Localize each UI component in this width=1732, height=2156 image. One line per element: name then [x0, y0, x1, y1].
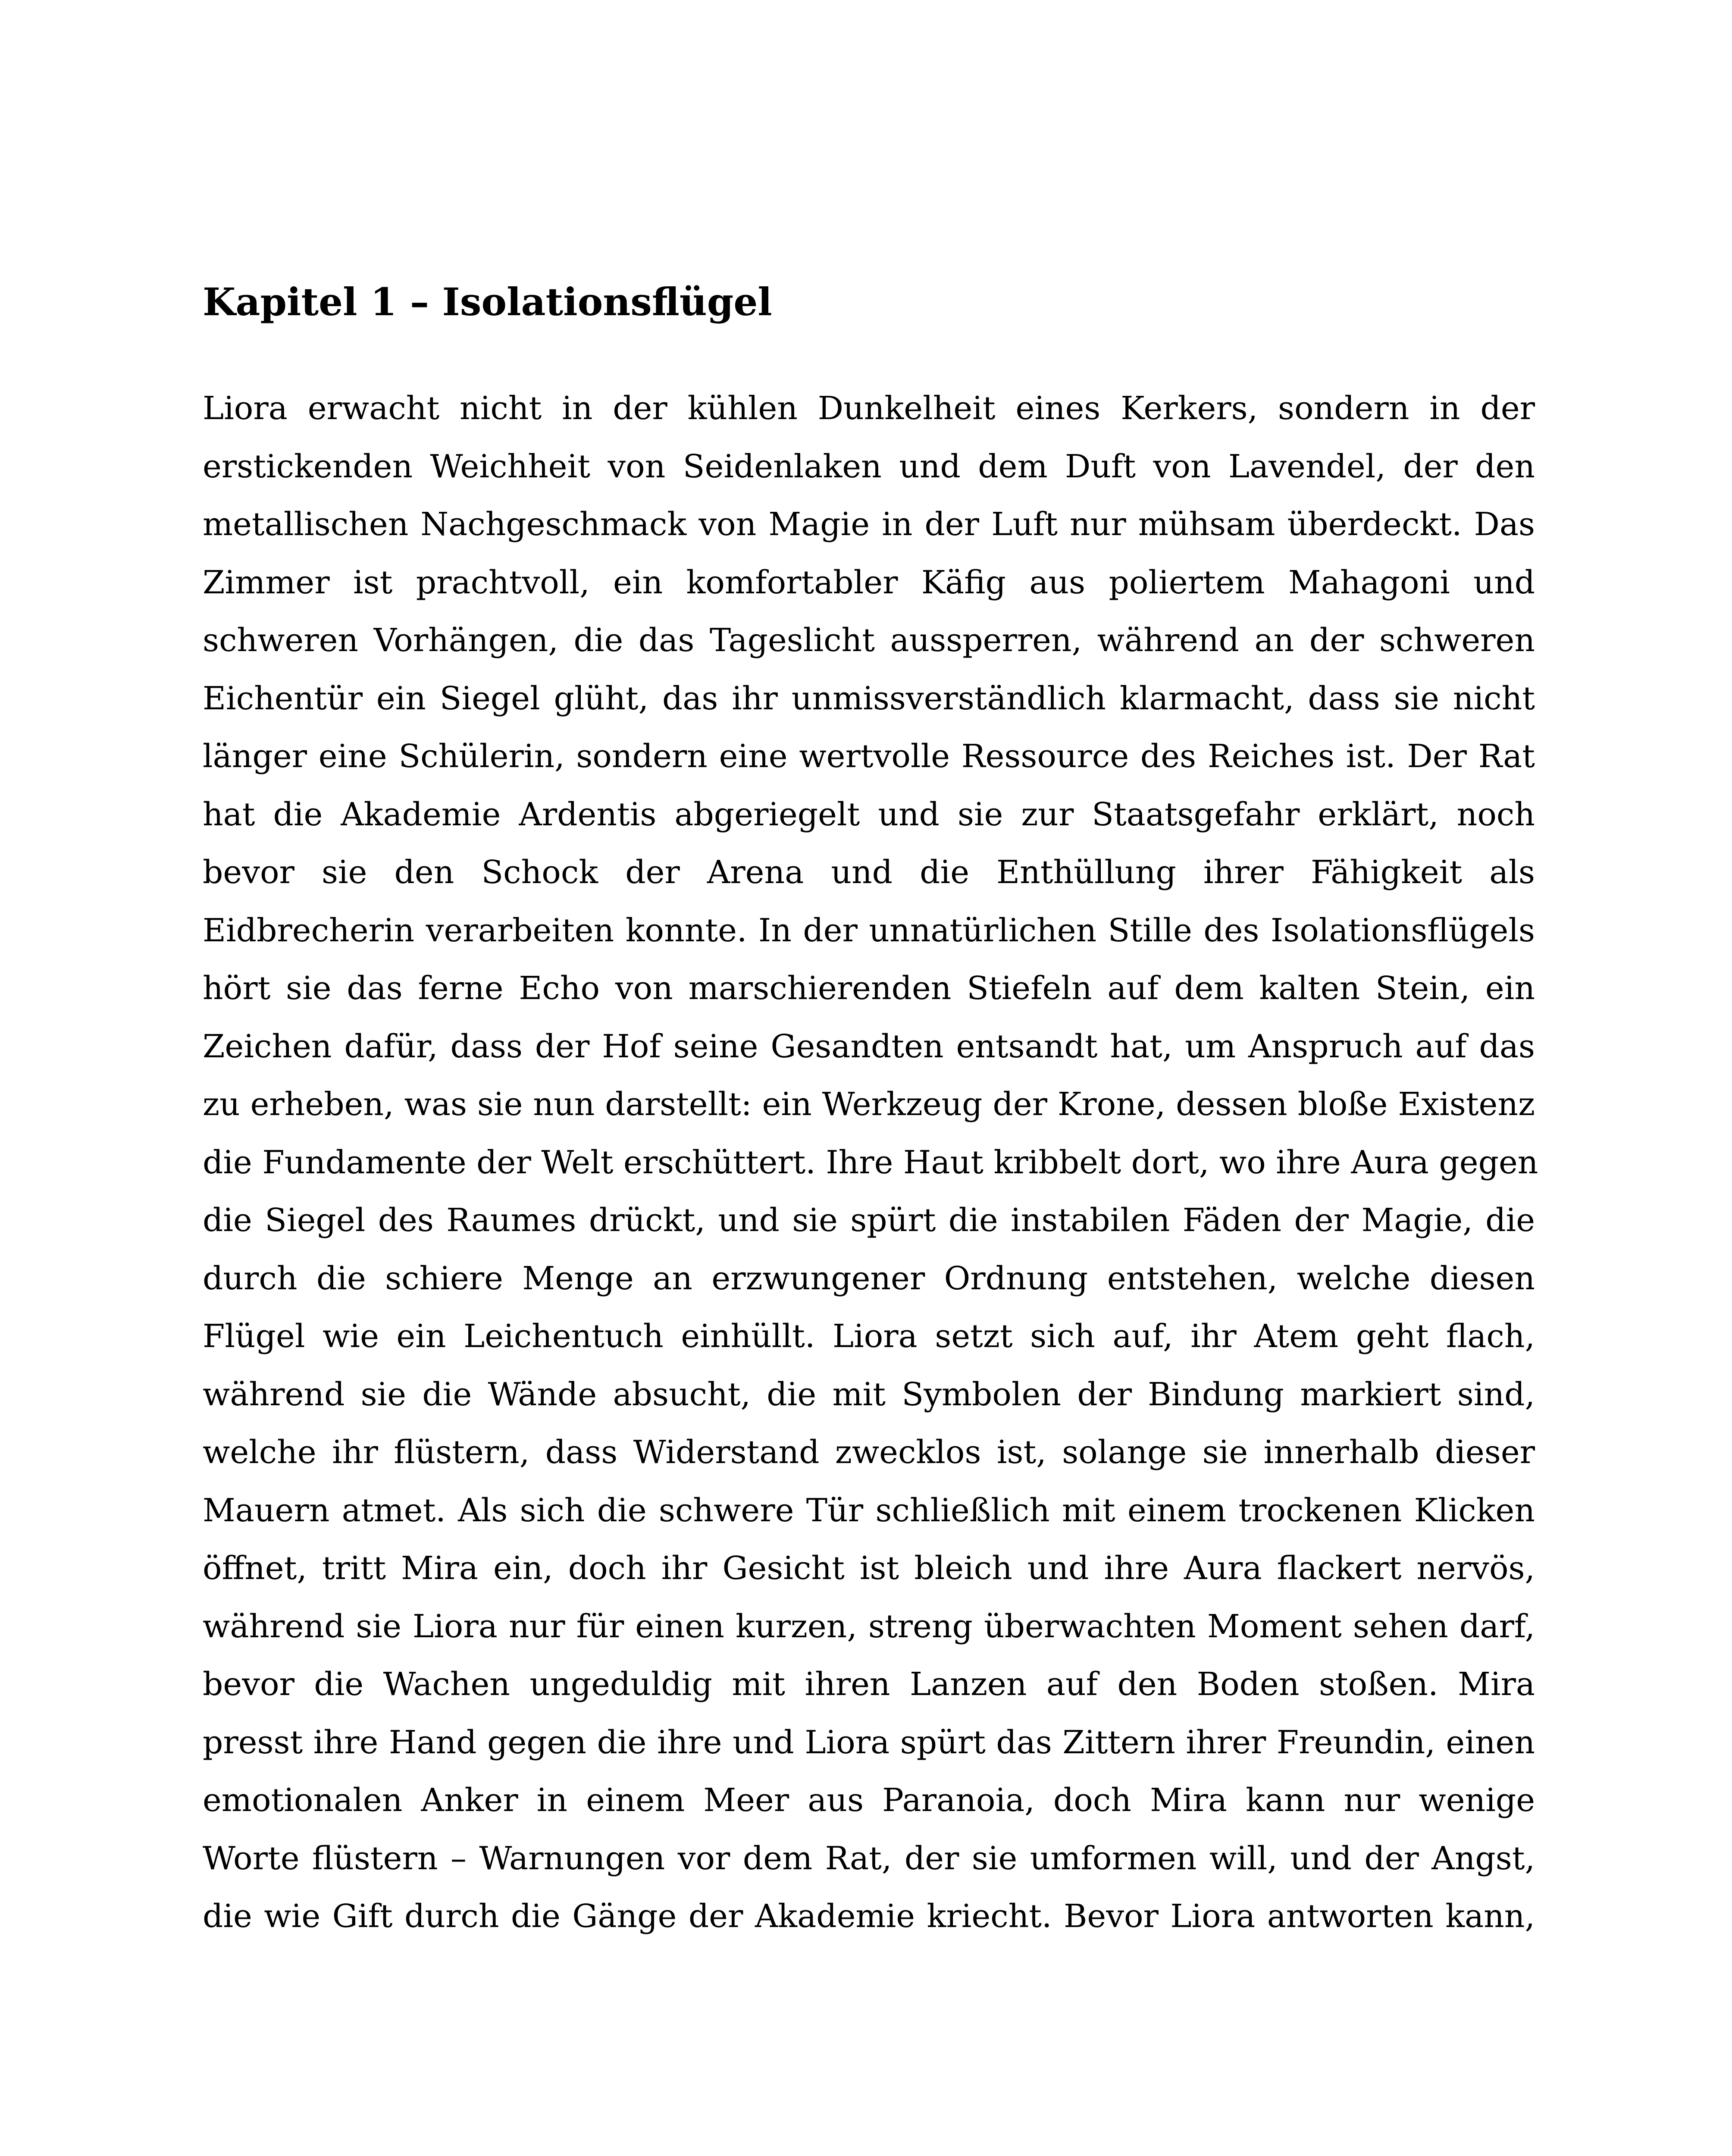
text-line: Eidbrecherin verarbeiten konnte. In der unnatürlichen Stille des Isolationsflügels — [203, 912, 1535, 949]
text-line: während sie Liora nur für einen kurzen, streng überwachten Moment sehen darf, — [203, 1608, 1535, 1645]
chapter-title: Kapitel 1 – Isolationsflügel — [203, 279, 772, 324]
text-line: hat die Akademie Ardentis abgeriegelt und sie zur Staatsgefahr erklärt, noch — [203, 796, 1535, 833]
text-line: die Siegel des Raumes drückt, und sie spürt die instabilen Fäden der Magie, die — [203, 1202, 1535, 1239]
text-line: öffnet, tritt Mira ein, doch ihr Gesicht ist bleich und ihre Aura flackert nervös, — [203, 1550, 1535, 1587]
text-line: bevor die Wachen ungeduldig mit ihren Lanzen auf den Boden stoßen. Mira — [203, 1666, 1535, 1703]
text-line: Eichentür ein Siegel glüht, das ihr unmissverständlich klarmacht, dass sie nicht — [203, 680, 1535, 717]
text-line: die wie Gift durch die Gänge der Akademie kriecht. Bevor Liora antworten kann, — [203, 1898, 1535, 1935]
text-line: durch die schiere Menge an erzwungener Ordnung entstehen, welche diesen — [203, 1260, 1535, 1297]
text-line: zu erheben, was sie nun darstellt: ein Werkzeug der Krone, dessen bloße Existenz — [203, 1086, 1535, 1123]
text-line: während sie die Wände absucht, die mit Symbolen der Bindung markiert sind, — [203, 1376, 1535, 1413]
chapter-body-paragraph — [203, 379, 1538, 1946]
text-line: Mauern atmet. Als sich die schwere Tür schließlich mit einem trockenen Klicken — [203, 1492, 1535, 1529]
text-line: Worte flüstern – Warnungen vor dem Rat, der sie umformen will, und der Angst, — [203, 1839, 1535, 1877]
text-line: die Fundamente der Welt erschüttert. Ihre Haut kribbelt dort, wo ihre Aura gegen — [203, 1144, 1538, 1181]
text-line: schweren Vorhängen, die das Tageslicht aussperren, während an der schweren — [203, 622, 1535, 659]
text-line: Flügel wie ein Leichentuch einhüllt. Liora setzt sich auf, ihr Atem geht flach, — [203, 1318, 1535, 1355]
text-line: länger eine Schülerin, sondern eine wertvolle Ressource des Reiches ist. Der Rat — [203, 738, 1535, 775]
text-line: Zeichen dafür, dass der Hof seine Gesandten entsandt hat, um Anspruch auf das — [203, 1028, 1535, 1065]
text-line: welche ihr flüstern, dass Widerstand zwecklos ist, solange sie innerhalb dieser — [203, 1434, 1535, 1471]
text-line: emotionalen Anker in einem Meer aus Paranoia, doch Mira kann nur wenige — [203, 1782, 1535, 1819]
text-line: Zimmer ist prachtvoll, ein komfortabler Käfig aus poliertem Mahagoni und — [203, 564, 1535, 601]
text-line: presst ihre Hand gegen die ihre und Liora spürt das Zittern ihrer Freundin, einen — [203, 1724, 1535, 1761]
text-line: hört sie das ferne Echo von marschierenden Stiefeln auf dem kalten Stein, ein — [203, 970, 1535, 1007]
text-line: metallischen Nachgeschmack von Magie in der Luft nur mühsam überdeckt. Das — [203, 506, 1535, 543]
text-line: erstickenden Weichheit von Seidenlaken und dem Duft von Lavendel, der den — [203, 448, 1535, 485]
text-line: Liora erwacht nicht in der kühlen Dunkelheit eines Kerkers, sondern in der — [203, 390, 1535, 427]
text-line: bevor sie den Schock der Arena und die Enthüllung ihrer Fähigkeit als — [203, 854, 1535, 891]
